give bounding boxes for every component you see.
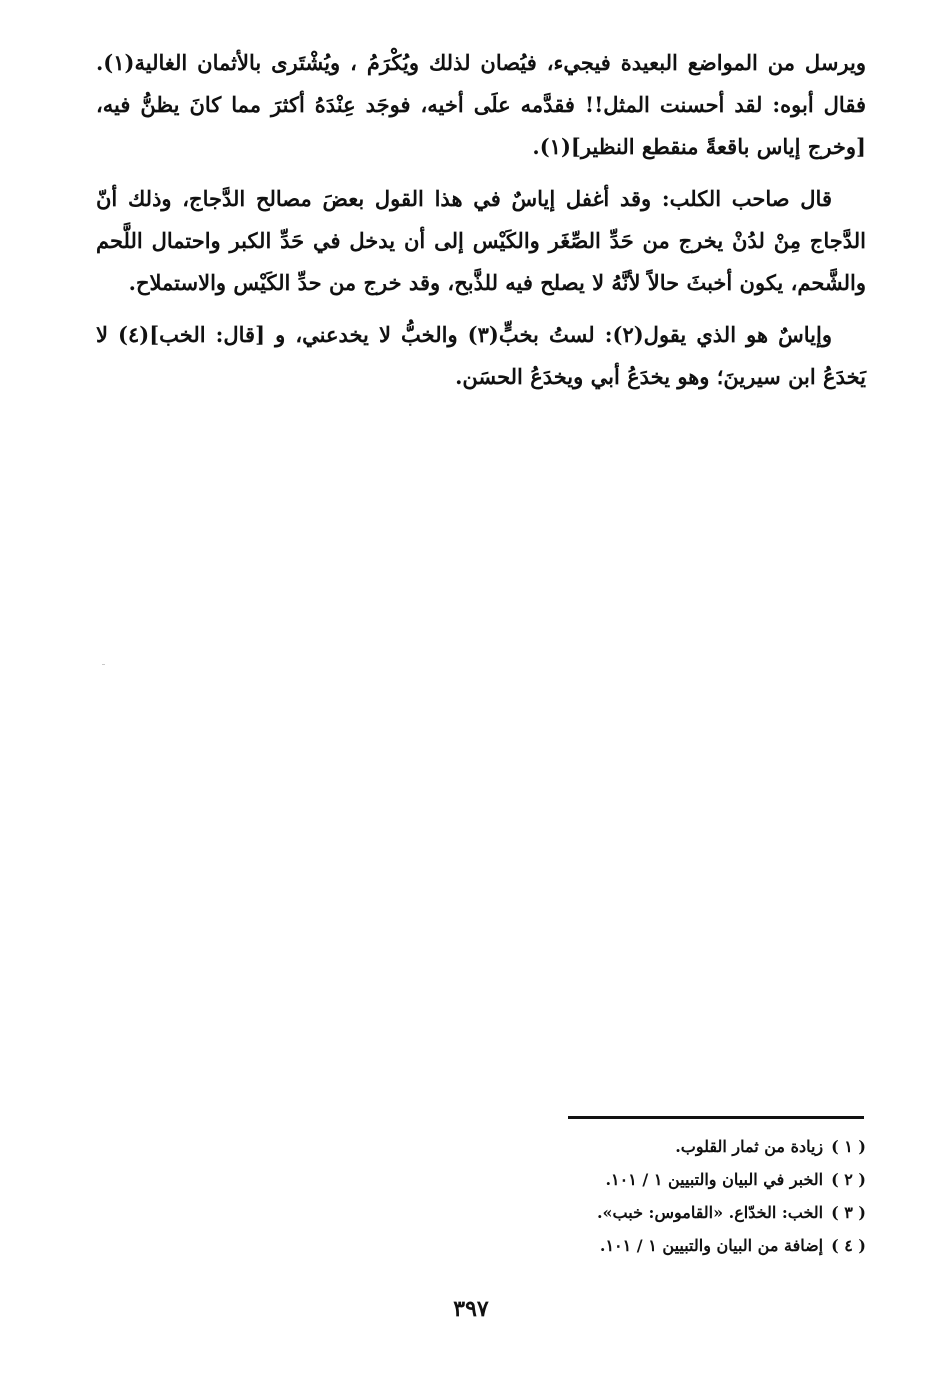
footnote-text: زيادة من ثمار القلوب.	[675, 1137, 824, 1156]
page-number: ٣٩٧	[453, 1296, 489, 1322]
paragraph-2: قال صاحب الكلب: وقد أغفل إياسٌ في هذا القول بعضَ مصالح الدَّجاج، وذلك أنّ الدَّجاج مِنْ لدُنْ يخرج من حَدِّ الصِّغَر والكَيْس إلى أن يدخل في حَدِّ الكبر واحتمال اللَّحم والشَّحم، يكون أخبثَ حالاً لأنَّهُ لا يصلح فيه للذَّبح، وقد خرج من حدِّ الكَيْس والاستملاح.	[96, 186, 867, 295]
footnote-number: ( ٣ )	[831, 1203, 866, 1222]
footnote-3	[420, 1196, 866, 1229]
footnote-number: ( ٢ )	[831, 1170, 866, 1189]
paragraph-3: وإياسٌ هو الذي يقول(٢): لستُ بخبٍّ(٣) والخبُّ لا يخدعني، و [قال: الخب](٤) لا يَخدَعُ ابن سيرينَ؛ وهو يخدَعُ أبي ويخدَعُ الحسَن.	[96, 322, 866, 389]
footnotes	[420, 1130, 866, 1262]
footnote-4	[420, 1229, 866, 1262]
footnote-separator	[568, 1116, 864, 1119]
scan-speck	[102, 664, 105, 665]
main-text	[96, 42, 866, 408]
footnote-2	[420, 1163, 866, 1196]
footnote-1	[420, 1130, 866, 1163]
footnote-text: إضافة من البيان والتبيين ١ / ١٠١.	[599, 1236, 824, 1255]
footnote-text: الخبر في البيان والتبيين ١ / ١٠١.	[605, 1170, 824, 1189]
footnote-text: الخب: الخدّاع. «القاموس: خبب».	[596, 1203, 824, 1222]
footnote-number: ( ١ )	[831, 1137, 866, 1156]
footnote-number: ( ٤ )	[831, 1236, 866, 1255]
paragraph-1: ويرسل من المواضع البعيدة فيجيء، فيُصان لذلك ويُكْرَمُ ، ويُشْتَرى بالأثمان الغالية(١). فقال أبوه: لقد أحسنت المثل!! فقدَّمه علَى أخيه، فوجَد عِنْدَهُ أكثرَ مما كانَ يظنُّ فيه، [وخرج إياس باقعةً منقطع النظير](١).	[96, 50, 866, 159]
